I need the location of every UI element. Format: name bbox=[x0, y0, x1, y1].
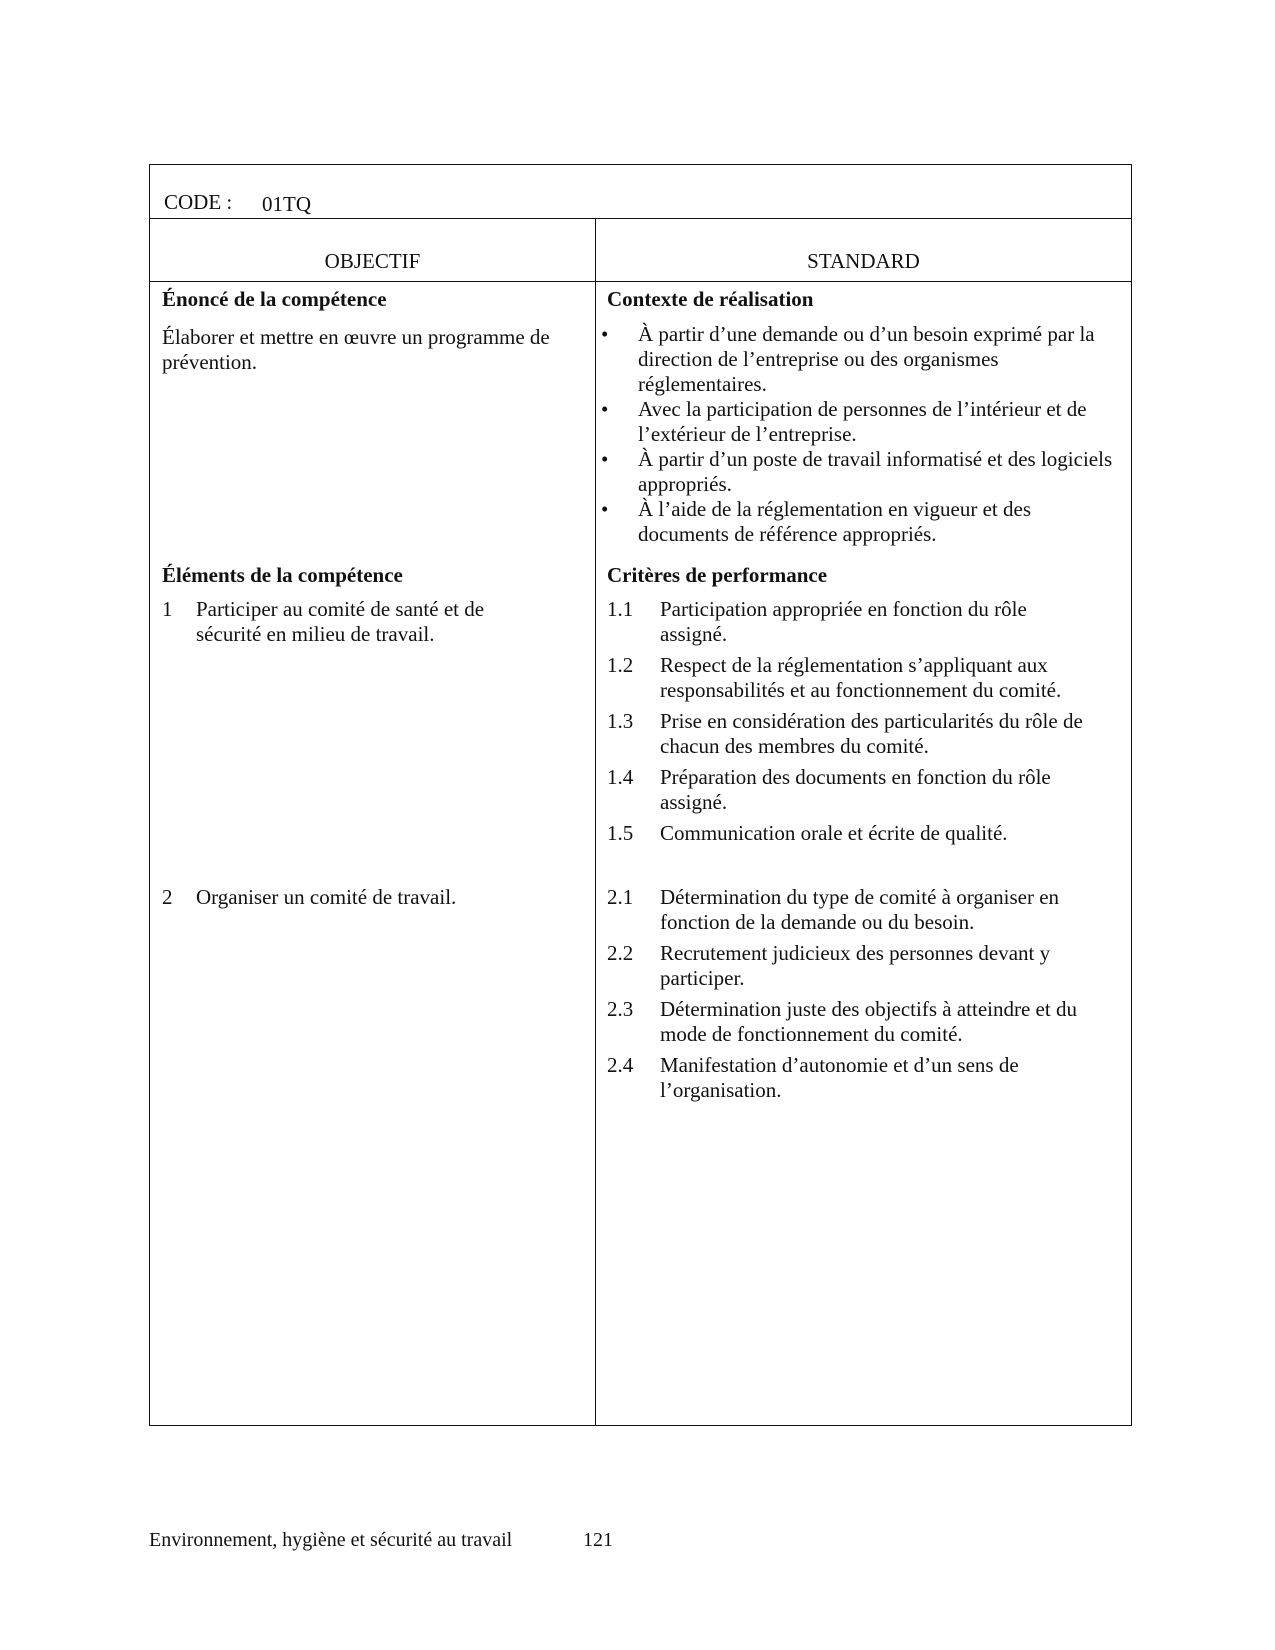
contexte-list bbox=[595, 322, 1125, 547]
footer-title: Environnement, hygiène et sécurité au travail bbox=[149, 1529, 513, 1551]
critere-text: Détermination du type de comité à organiser en fonction de la demande ou du besoin. bbox=[660, 885, 1060, 934]
elements-heading: Éléments de la compétence bbox=[162, 563, 403, 587]
contexte-item bbox=[595, 497, 1125, 547]
critere-text: Prise en considération des particularités du rôle de chacun des membres du comité. bbox=[660, 709, 1083, 758]
bullet-icon: • bbox=[601, 447, 609, 471]
critere-item bbox=[607, 885, 1137, 935]
critere-text: Respect de la réglementation s’appliquant aux responsabilités et au fonctionnement du comité. bbox=[660, 653, 1062, 702]
contexte-item bbox=[595, 447, 1125, 497]
critere-item bbox=[607, 765, 1137, 815]
criteres-heading: Critères de performance bbox=[607, 563, 828, 587]
element-text: Participer au comité de santé et de sécurité en milieu de travail. bbox=[196, 597, 485, 646]
critere-item bbox=[607, 941, 1137, 991]
contexte-heading: Contexte de réalisation bbox=[607, 287, 814, 311]
critere-number: 2.1 bbox=[607, 885, 634, 909]
critere-text: Recrutement judicieux des personnes devant y participer. bbox=[660, 941, 1051, 990]
enonce-text: Élaborer et mettre en œuvre un programme de prévention. bbox=[162, 325, 550, 374]
critere-item bbox=[607, 653, 1137, 703]
contexte-item bbox=[595, 397, 1125, 447]
critere-item bbox=[607, 997, 1137, 1047]
contexte-item-text: À l’aide de la réglementation en vigueur et des documents de référence appropriés. bbox=[638, 497, 1032, 546]
critere-text: Manifestation d’autonomie et d’un sens de l’organisation. bbox=[660, 1053, 1019, 1102]
critere-number: 1.3 bbox=[607, 709, 634, 733]
bullet-icon: • bbox=[601, 497, 609, 521]
header-row-divider bbox=[150, 281, 1131, 282]
contexte-item bbox=[595, 322, 1125, 397]
code-row-divider bbox=[150, 218, 1131, 219]
criteres-group-1 bbox=[607, 597, 1137, 852]
element-text: Organiser un comité de travail. bbox=[196, 885, 457, 909]
code-value: 01TQ bbox=[262, 192, 311, 216]
code-label: CODE : bbox=[164, 190, 233, 214]
critere-text: Communication orale et écrite de qualité. bbox=[660, 821, 1008, 845]
contexte-item-text: À partir d’un poste de travail informatisé et des logiciels appropriés. bbox=[638, 447, 1113, 496]
bullet-icon: • bbox=[601, 322, 609, 346]
critere-number: 1.4 bbox=[607, 765, 634, 789]
critere-text: Participation appropriée en fonction du rôle assigné. bbox=[660, 597, 1027, 646]
element-number: 1 bbox=[162, 597, 173, 621]
critere-item bbox=[607, 821, 1137, 846]
element-item bbox=[162, 885, 582, 910]
critere-number: 2.4 bbox=[607, 1053, 634, 1077]
critere-number: 2.2 bbox=[607, 941, 634, 965]
column-header-standard: STANDARD bbox=[807, 249, 920, 273]
criteres-group-2 bbox=[607, 885, 1137, 1109]
critere-number: 1.2 bbox=[607, 653, 634, 677]
enonce-heading: Énoncé de la compétence bbox=[162, 287, 387, 311]
critere-item bbox=[607, 597, 1137, 647]
critere-text: Préparation des documents en fonction du rôle assigné. bbox=[660, 765, 1051, 814]
element-item bbox=[162, 597, 582, 647]
bullet-icon: • bbox=[601, 397, 609, 421]
critere-text: Détermination juste des objectifs à atteindre et du mode de fonctionnement du comité. bbox=[660, 997, 1077, 1046]
competency-table bbox=[149, 164, 1132, 1426]
critere-number: 1.5 bbox=[607, 821, 634, 845]
critere-number: 2.3 bbox=[607, 997, 634, 1021]
contexte-item-text: Avec la participation de personnes de l’intérieur et de l’extérieur de l’entreprise. bbox=[638, 397, 1087, 446]
page-number: 121 bbox=[583, 1529, 613, 1551]
critere-number: 1.1 bbox=[607, 597, 634, 621]
contexte-item-text: À partir d’une demande ou d’un besoin exprimé par la direction de l’entreprise ou des organismes réglementaires. bbox=[638, 322, 1095, 396]
element-number: 2 bbox=[162, 885, 173, 909]
critere-item bbox=[607, 1053, 1137, 1103]
critere-item bbox=[607, 709, 1137, 759]
column-header-objectif: OBJECTIF bbox=[324, 249, 421, 273]
